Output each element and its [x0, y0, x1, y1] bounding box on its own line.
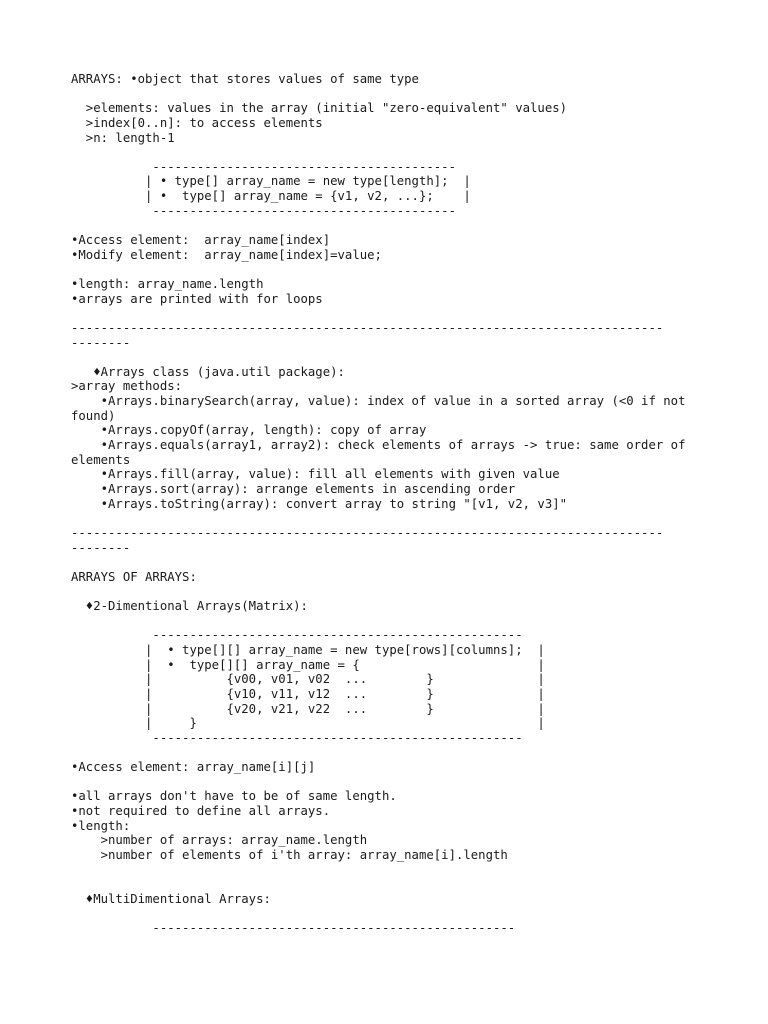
text-line: ----------------------------------------- [71, 159, 456, 174]
text-line: •all arrays don't have to be of same length. [71, 789, 397, 804]
text-line [71, 306, 711, 321]
text-line [71, 87, 711, 102]
text-line: | • type[] array_name = {v1, v2, ...}; | [71, 189, 471, 204]
text-line: •length: array_name.length [71, 276, 264, 291]
text-line: ------------------------------------------------- [71, 921, 516, 936]
text-line [71, 555, 711, 570]
text-line [71, 584, 711, 599]
text-line: •Arrays.binarySearch(array, value): index of value in a sorted array (<0 if not [71, 394, 686, 409]
document-page [71, 72, 711, 936]
text-line [71, 775, 711, 790]
text-line: | • type[][] array_name = { | [71, 657, 545, 672]
text-line: elements [71, 452, 131, 467]
text-line: >array methods: [71, 379, 183, 394]
text-line: >index[0..n]: to access elements [71, 115, 323, 130]
text-line [71, 863, 711, 878]
text-line: •Access element: array_name[index] [71, 233, 331, 248]
text-line: | • type[][] array_name = new type[rows][columns]; | [71, 642, 545, 657]
text-line: | } | [71, 716, 545, 731]
text-line: ARRAYS: •object that stores values of same type [71, 72, 419, 86]
text-line: •length: [71, 818, 131, 833]
text-line [71, 350, 711, 365]
text-line: ARRAYS OF ARRAYS: [71, 569, 197, 584]
text-line: ♦Arrays class (java.util package): [71, 364, 345, 379]
text-line: found) [71, 408, 116, 423]
text-line: >elements: values in the array (initial "zero-equivalent" values) [71, 101, 568, 116]
text-line: | {v00, v01, v02 ... } | [71, 672, 545, 687]
text-line [71, 907, 711, 922]
text-line [71, 145, 711, 160]
text-line: •arrays are printed with for loops [71, 291, 323, 306]
text-line: | {v20, v21, v22 ... } | [71, 701, 545, 716]
text-line: -------- [71, 335, 131, 350]
text-line: ♦2-Dimentional Arrays(Matrix): [71, 599, 308, 614]
text-line [71, 262, 711, 277]
text-line: ----------------------------------------- [71, 203, 456, 218]
text-line: •Arrays.copyOf(array, length): copy of array [71, 423, 427, 438]
text-line: >number of elements of i'th array: array_name[i].length [71, 847, 508, 862]
text-line: ♦MultiDimentional Arrays: [71, 891, 271, 906]
text-line: •Arrays.sort(array): arrange elements in ascending order [71, 481, 516, 496]
text-line: >number of arrays: array_name.length [71, 833, 368, 848]
text-line [71, 877, 711, 892]
text-line: •not required to define all arrays. [71, 804, 331, 819]
text-line: •Arrays.fill(array, value): fill all elements with given value [71, 467, 560, 482]
text-line: >n: length-1 [71, 130, 175, 145]
text-line [71, 745, 711, 760]
text-line: -------------------------------------------------------------------------------- [71, 525, 664, 540]
text-line: -------------------------------------------------------------------------------- [71, 320, 664, 335]
text-line: -------- [71, 540, 131, 555]
text-line: •Modify element: array_name[index]=value; [71, 247, 382, 262]
text-line [71, 218, 711, 233]
text-line [71, 511, 711, 526]
text-line: -------------------------------------------------- [71, 730, 523, 745]
text-line: | {v10, v11, v12 ... } | [71, 686, 545, 701]
text-line: | • type[] array_name = new type[length]; | [71, 174, 471, 189]
text-line: -------------------------------------------------- [71, 628, 523, 643]
text-line: •Access element: array_name[i][j] [71, 760, 316, 775]
text-line [71, 614, 711, 629]
text-line: •Arrays.toString(array): convert array to string "[v1, v2, v3]" [71, 496, 568, 511]
text-line: •Arrays.equals(array1, array2): check elements of arrays -> true: same order of [71, 438, 686, 453]
